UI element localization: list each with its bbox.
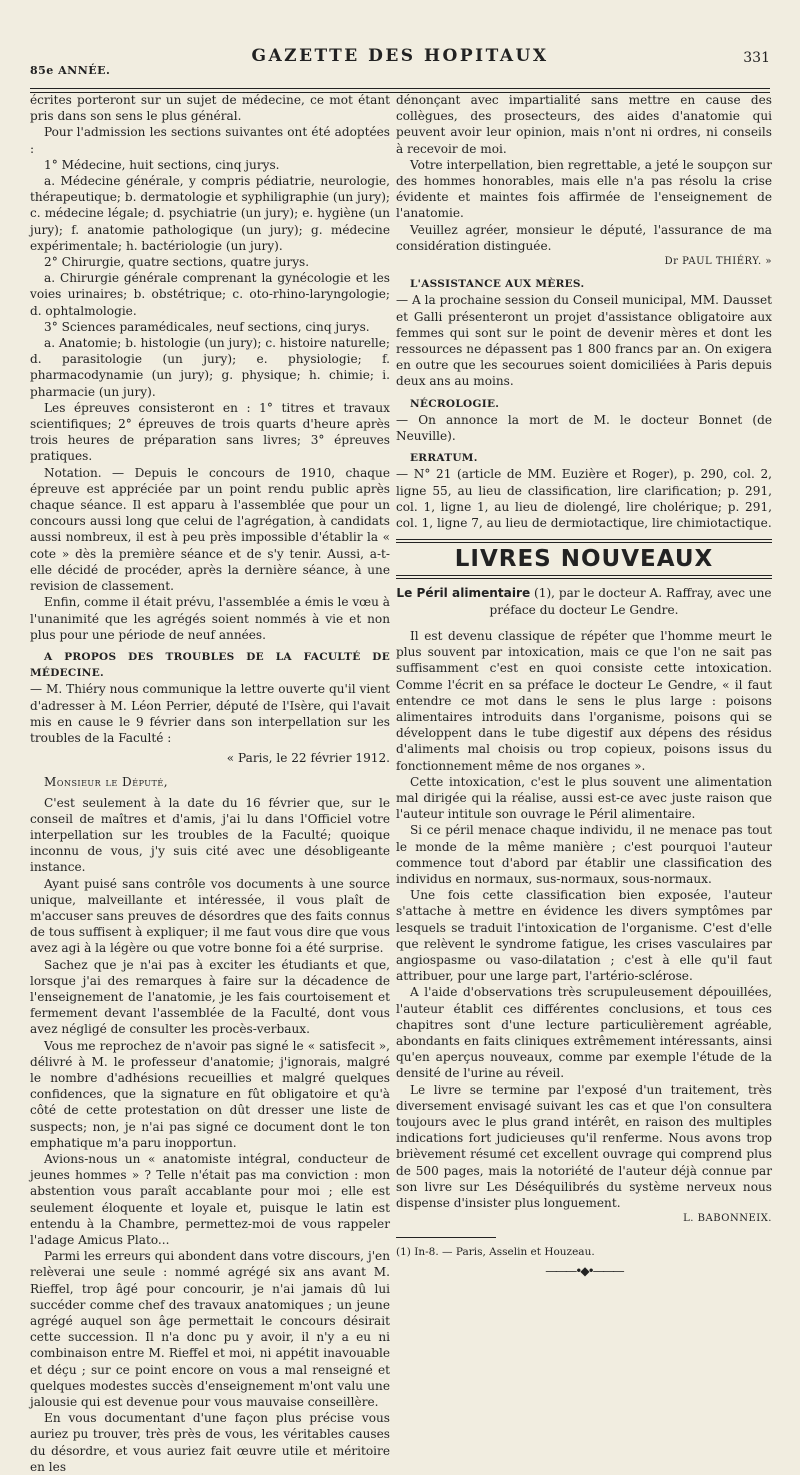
paragraph: Veuillez agréer, monsieur le député, l'assurance de ma considération distinguée. bbox=[396, 222, 772, 253]
footnote: (1) In-8. — Paris, Asselin et Houzeau. bbox=[396, 1246, 595, 1259]
page-header bbox=[0, 40, 800, 100]
section-rule bbox=[396, 575, 772, 579]
paragraph: C'est seulement à la date du 16 février que, sur le conseil de maîtres et d'amis, j'ai lu dans l'Officiel votre interpellation sur les troubles de la Faculté; quoique inconnu de vous, j'y suis cité avec une désobligeante instance. bbox=[30, 795, 390, 875]
left-column bbox=[30, 92, 390, 1475]
paragraph: Pour l'admission les sections suivantes ont été adoptées : bbox=[30, 125, 390, 156]
paragraph: a. Anatomie; b. histologie (un jury); c. histoire naturelle; d. parasitologie (un jury); e. physiologie; f. pharmacodynamie (un jury); g. physique; h. chimie; i. pharmacie (un jury). bbox=[30, 336, 390, 399]
paragraph: A l'aide d'observations très scrupuleusement dépouillées, l'auteur établit ces différentes conclusions, et tous ces chapitres sont d'une lecture particulièrement agréable, abondants en faits cliniques extrêmement intéressants, ainsi qu'en aperçus nouveaux, comme par exemple l'étude de la densité de l'urine au réveil. bbox=[396, 985, 772, 1081]
letter-salutation: Monsieur le Député, bbox=[44, 775, 169, 790]
section-heading: ERRATUM. bbox=[410, 452, 478, 465]
paragraph: Les épreuves consisteront en : 1° titres et travaux scientifiques; 2° épreuves de trois quarts d'heure après trois heures de préparation sans livres; 3° épreuves pratiques. bbox=[30, 400, 390, 464]
paragraph: 2° Chirurgie, quatre sections, quatre jurys. bbox=[44, 255, 310, 270]
paragraph: Votre interpellation, bien regrettable, a jeté le soupçon sur des hommes honorables, mais elle n'a pas résolu la crise évidente et maintes fois affirmée de l'enseignement de l'anatomie. bbox=[396, 157, 772, 221]
footnote-rule bbox=[396, 1237, 496, 1238]
paragraph: — N° 21 (article de MM. Euzière et Roger), p. 290, col. 2, ligne 55, au lieu de classification, lire clarification; p. 291, col. 1, ligne 1, au lieu de diolengé, lire cholérique; p. 291, col. 1, ligne 7, au lieu de dermiotactique, lire chimiotactique. bbox=[396, 467, 772, 531]
paragraph: — M. Thiéry nous communique la lettre ouverte qu'il vient d'adresser à M. Léon Perrier, député de l'Isère, qui l'avait mis en cause le 9 février dans son interpellation sur les troubles de la Faculté : bbox=[30, 682, 390, 745]
paragraph: Le livre se termine par l'exposé d'un traitement, très diversement envisagé suivant les cas et que l'on consultera toujours avec le plus grand intérêt, en raison des multiples indications fort judicieuses qu'il renferme. Nous avons trop brièvement résumé cet excellent ouvrage qui comprend plus de 500 pages, mais la notoriété de l'auteur déjà connue par son livre sur Les Déséquilibrés du système nerveux nous dispense d'insister plus longuement. bbox=[396, 1082, 772, 1210]
signature: Dr PAUL THIÉRY. » bbox=[664, 256, 772, 268]
paragraph: — On annonce la mort de M. le docteur Bonnet (de Neuville). bbox=[396, 412, 772, 444]
volume-year: 85e ANNÉE. bbox=[30, 64, 111, 77]
paragraph: Parmi les erreurs qui abondent dans votre discours, j'en relèverai une seule : nommé agrégé six ans avant M. Rieffel, trop âgé pour concourir, je n'ai jamais dû lui succéder comme chef des travaux anatomiques ; un jeune agrégé auquel son âge permettait le concours désirait cette succession. Il n'a donc pu y avoir, il n'y a eu ni combinaison entre M. Rieffel et moi, ni appétit inavouable et déçu ; sur ce point encore on vous a mal renseigné et quelques modestes succès d'enseignement m'ont valu une jalousie qui est devenue pour vous mauvaise conseillère. bbox=[30, 1249, 390, 1410]
paragraph: dénonçant avec impartialité sans mettre en cause des collègues, des prosecteurs, des aides d'anatomie qui peuvent avoir leur opinion, mais n'ont ni ordres, ni conseils à recevoir de moi. bbox=[396, 93, 772, 156]
paragraph: Cette intoxication, c'est le plus souvent une alimentation mal dirigée qui la réalise, aussi est-ce avec juste raison que l'auteur intitule son ouvrage le Péril alimentaire. bbox=[396, 774, 772, 822]
paragraph: Enfin, comme il était prévu, l'assemblée a émis le vœu à l'unanimité que les agrégés soient nommés à vie et non plus pour une période de neuf années. bbox=[30, 595, 390, 642]
paragraph: — A la prochaine session du Conseil municipal, MM. Dausset et Galli présenteront un projet d'assistance obligatoire aux femmes qui sont sur le point de devenir mères et dont les ressources ne dépassent pas 1 800 francs par an. On exigera en outre que les secourues soient domiciliées à Paris depuis deux ans au moins. bbox=[396, 293, 772, 389]
end-ornament: ———•◆•——— bbox=[545, 1263, 623, 1278]
book-details: (1), par le docteur A. Raffray, avec une préface du docteur Le Gendre. bbox=[489, 586, 772, 617]
header-rule-top bbox=[30, 88, 770, 89]
section-heading: NÉCROLOGIE. bbox=[410, 397, 500, 410]
paragraph: a. Chirurgie générale comprenant la gynécologie et les voies urinaires; b. obstétrique; c. oto-rhino-laryngologie; d. ophtalmologie. bbox=[30, 271, 390, 318]
paragraph: Si ce péril menace chaque individu, il ne menace pas tout le monde de la même manière ; c'est pourquoi l'auteur commence tout d'abord par établir une classification des individus en normaux, sus-normaux, sous-normaux. bbox=[396, 823, 772, 886]
journal-title: GAZETTE DES HOPITAUX bbox=[251, 46, 549, 66]
paragraph: 1° Médecine, huit sections, cinq jurys. bbox=[44, 157, 280, 172]
page-number: 331 bbox=[743, 50, 770, 66]
paragraph: écrites porteront sur un sujet de médecine, ce mot étant pris dans son sens le plus général. bbox=[30, 93, 390, 124]
book-heading bbox=[396, 585, 772, 617]
section-heading: L'ASSISTANCE AUX MÈRES. bbox=[410, 278, 585, 291]
section-heading: A PROPOS DES TROUBLES DE LA FACULTÉ DE MÉDECINE. bbox=[30, 650, 390, 680]
right-column bbox=[396, 92, 772, 1279]
paragraph: Une fois cette classification bien exposée, l'auteur s'attache à mettre en évidence les divers symptômes par lesquels se traduit l'intoxication de l'organisme. C'est d'elle que relèvent le syndrome fatigue, les crises vasculaires par angiospasme ou vaso-dilatation ; c'est à elle qu'il faut attribuer, pour une large part, l'artério-sclérose. bbox=[396, 888, 772, 984]
paragraph: Notation. — Depuis le concours de 1910, chaque épreuve est appréciée par un point rendu public après chaque séance. Il est apparu à l'assemblée que pour un concours aussi long que celui de l'agrégation, à candidats aussi nombreux, il est à peu près impossible d'établir la « cote » dès la première séance et de s'y tenir. Aussi, a-t-elle décidé de procéder, après la dernière séance, à une revision de classement. bbox=[30, 465, 390, 594]
letter-dateline: « Paris, le 22 février 1912. bbox=[226, 751, 390, 766]
book-title: Le Péril alimentaire bbox=[396, 586, 531, 601]
paragraph: Avions-nous un « anatomiste intégral, conducteur de jeunes hommes » ? Telle n'était pas ma conviction : mon abstention vous paraît accablante pour moi ; elle est seulement éloquente et loyale et, puisque le latin est entendu à la Chambre, permettez-moi de vous rappeler l'adage Amicus Plato... bbox=[30, 1152, 390, 1248]
paragraph: Il est devenu classique de répéter que l'homme meurt le plus souvent par intoxication, mais ce que l'on ne sait pas suffisamment c'est en quoi consiste cette intoxication. Comme l'écrit en sa préface le docteur Le Gendre, « il faut entendre ce mot dans le sens le plus large : poisons alimentaires introduits dans l'organisme, poisons qui se développent dans le tube digestif aux dépens des résidus d'aliments mal choisis ou trop copieux, poisons issus du fonctionnement même de nos organes ». bbox=[396, 628, 772, 773]
paragraph: Sachez que je n'ai pas à exciter les étudiants et que, lorsque j'ai des remarques à faire sur la décadence de l'enseignement de l'anatomie, je les fais courtoisement et fermement devant l'assemblée de la Faculté, dont vous avez négligé de consulter les procès-verbaux. bbox=[30, 957, 390, 1037]
paragraph: a. Médecine générale, y compris pédiatrie, neurologie, thérapeutique; b. dermatologie et syphiligraphie (un jury); c. médecine légale; d. psychiatrie (un jury); e. hygiène (un jury); f. anatomie pathologique (un jury); g. médecine expérimentale; h. bactériologie (un jury). bbox=[30, 174, 390, 253]
section-title: LIVRES NOUVEAUX bbox=[454, 546, 714, 573]
section-rule bbox=[396, 539, 772, 543]
signature: L. BABONNEIX. bbox=[683, 1213, 772, 1225]
paragraph: 3° Sciences paramédicales, neuf sections, cinq jurys. bbox=[44, 319, 370, 334]
paragraph: Vous me reprochez de n'avoir pas signé le « satisfecit », délivré à M. le professeur d'anatomie; j'ignorais, malgré le nombre d'adhésions recueillies et malgré quelques confidences, que la signature en fût obligatoire et qu'à côté de cette protestation on dût dresser une liste de suspects; non, je n'ai pas signé ce document dont le ton emphatique m'a paru inopportun. bbox=[30, 1038, 390, 1150]
paragraph: En vous documentant d'une façon plus précise vous auriez pu trouver, très près de vous, les véritables causes du désordre, et vous auriez fait œuvre utile et méritoire en les bbox=[30, 1411, 390, 1474]
paragraph: Ayant puisé sans contrôle vos documents à une source unique, malveillante et intéressée, il vous plaît de m'accuser sans preuves de désordres que des faits connus de tous suffisent à expliquer; il me faut vous dire que vous avez agi à la légère ou que votre bonne foi a été surprise. bbox=[30, 876, 390, 956]
